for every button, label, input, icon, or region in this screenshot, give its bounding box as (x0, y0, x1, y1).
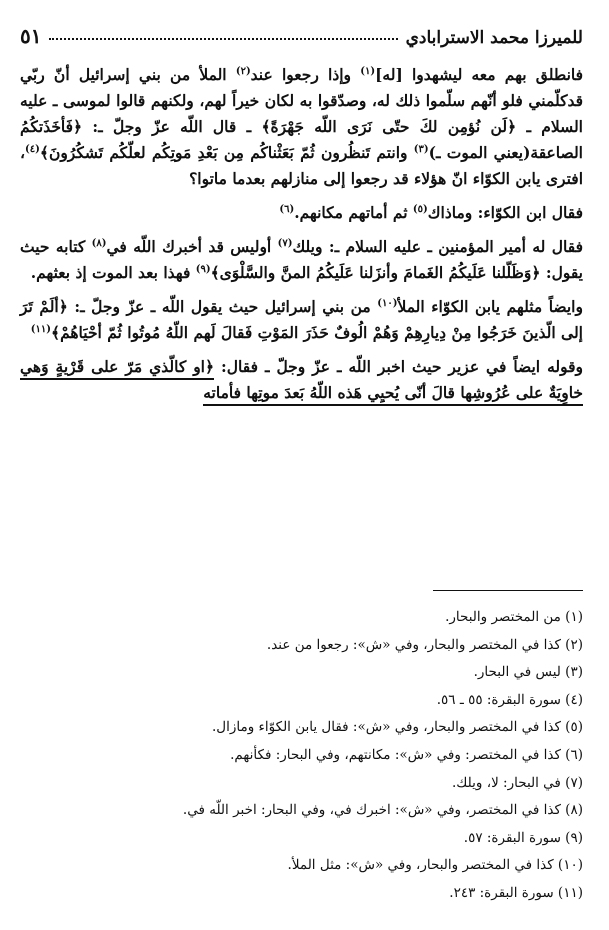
footnote: (١١) سورة البقرة: ٢٤٣. (449, 884, 583, 901)
footnotes (20, 604, 583, 908)
quran-verse: وانتم تَنظُرون ثُمّ بَعَثْناكُم مِن بَعْدِ مَوتِكُم لعلّكُم تَشكُرُونَ﴾ (39, 143, 414, 162)
footnote: (٦) كذا في المختصر: وفي «ش»: مكانتهم، وفي البحار: فكأنهم. (230, 746, 583, 763)
quran-verse: ﴿فَأخَذَتكُمُ الصاعقة(يعني الموت ـ) (20, 117, 583, 162)
footnote-ref-9: (٩) (195, 263, 211, 275)
footnote: (٣) ليس في البحار. (473, 664, 583, 681)
footnote-ref-2: (٢) (235, 65, 251, 77)
paragraph-5: وقوله ايضاً في عزير حيث اخبر اللّه ـ عزّ وجلّ ـ فقال: ﴿او كالّذي مَرّ على قَرْيةٍ وَهي خاوِيَةٌ على عُرُوشِها قالَ أنّى يُحيِي هَذه اللّهُ بَعدَ موتِها فأماته (20, 354, 583, 406)
footnote-ref-8: (٨) (91, 237, 107, 249)
footnote: (٨) كذا في المختصر، وفي «ش»: اخبرك في، وفي البحار: اخبر اللّه في. (182, 802, 583, 819)
footnote-ref-11: (١١) (30, 323, 51, 335)
footnote: (٢) كذا في المختصر والبحار، وفي «ش»: رجعوا من عند. (266, 636, 583, 653)
footnote: (١٠) كذا في المختصر والبحار، وفي «ش»: مثل الملأ. (287, 857, 583, 874)
paragraph-4: وايضاً مثلهم يابن الكوّاء الملأ$^{(١٠)}$ من بني إسرائيل حيث يقول اللّه ـ عزّ وجلّ ـ: ﴿ألَمْ تَرَ إلى الّذينَ خَرَجُوا مِنْ دِيارِهِمْ وَهُمْ الُوفٌ حَذَرَ المَوْتِ فَقالَ لَهم اللّهُ مُوتُوا ثُمّ أحْيَاهُمْ﴾$^{(١١)}$ (20, 297, 583, 342)
footnote: (١) من المختصر والبحار. (445, 609, 583, 625)
quran-verse: ﴿لَن نُؤمِن لكَ حتّى نَرَى اللّه جَهْرَةً﴾ (261, 117, 517, 136)
footnote-ref-10: (١٠) (377, 297, 398, 309)
footnote-separator (433, 590, 583, 591)
quran-verse: ﴿ألَمْ تَرَ إلى الّذينَ خَرَجُوا مِنْ دِيارِهِمْ وَهُمْ الُوفٌ حَذَرَ المَوْتِ فَقالَ لَهم اللّهُ مُوتُوا ثُمّ أحْيَاهُمْ﴾ (20, 297, 583, 342)
footnote: (٥) كذا في المختصر والبحار، وفي «ش»: فقال يابن الكوّاء ومازال. (212, 719, 583, 736)
page-number: ٥١ (20, 24, 42, 48)
dotted-leader (49, 38, 397, 40)
page-header (20, 14, 583, 48)
paragraph-2: فقال ابن الكوّاء: وماذاك$^{(٥)}$ ثم أماتهم مكانهم.$^{(٦)}$ (279, 203, 583, 222)
footnote-ref-5: (٥) (412, 203, 428, 215)
running-title: للميرزا محمد الاسترابادي (405, 28, 583, 48)
paragraph-3: فقال له أمير المؤمنين ـ عليه السلام ـ: ويلك$^{(٧)}$ أوليس قد أخبرك اللّه في$^{(٨)}$ كتابه حيث يقول: ﴿وَظَلّلنا عَلَيكُمُ الغَمامَ وأنزَلنا عَلَيكُمُ المنَّ والسَّلْوَى﴾$^{(٩)}$ فهذا بعد الموت إذ بعثهم. (20, 237, 583, 282)
footnote-ref-7: (٧) (277, 237, 293, 249)
footnote-ref-3: (٣) (413, 143, 429, 155)
footnote: (٩) سورة البقرة: ٥٧. (463, 829, 583, 846)
quran-verse: ﴿او كالّذي مَرّ على قَرْيةٍ وَهي خاوِيَةٌ على عُرُوشِها قالَ أنّى يُحيِي هَذه اللّهُ بَعدَ موتِها فأماته (20, 357, 583, 406)
main-text (20, 62, 583, 406)
footnote-ref-6: (٦) (279, 203, 295, 215)
footnote: (٤) سورة البقرة: ٥٥ ـ ٥٦. (436, 691, 583, 708)
footnote-ref-1: (١) (360, 65, 376, 77)
footnote-ref-4: (٤) (25, 143, 40, 155)
footnote: (٧) في البحار: لا، ويلك. (452, 774, 583, 791)
quran-verse: ﴿وَظَلّلنا عَلَيكُمُ الغَمامَ وأنزَلنا عَلَيكُمُ المنَّ والسَّلْوَى﴾ (210, 263, 541, 282)
paragraph-1: فانطلق بهم معه ليشهدوا [له]$^{(١)}$ وإذا رجعوا عند$^{(٢)}$ الملأ من بني إسرائيل أنّ ربّي قدكلّمني فلو أنّهم سلّموا ذلك له، وصدّقوا به لكان خيراً لهم، ولكنهم قالوا لموسى ـ عليه السلام ـ ﴿لَن نُؤمِن لكَ حتّى نَرَى اللّه جَهْرَةً﴾ ـ قال اللّه عزّ وجلّ ـ: ﴿فَأخَذَتكُمُ الصاعقة(يعني الموت ـ)$^{(٣)}$ وانتم تَنظُرون ثُمّ بَعَثْناكُم مِن بَعْدِ مَوتِكُم لعلّكُم تَشكُرُونَ﴾$^{(٤)}$، افترى يابن الكوّاء انّ هؤلاء قد رجعوا إلى منازلهم بعدما ماتوا؟ (20, 65, 584, 188)
